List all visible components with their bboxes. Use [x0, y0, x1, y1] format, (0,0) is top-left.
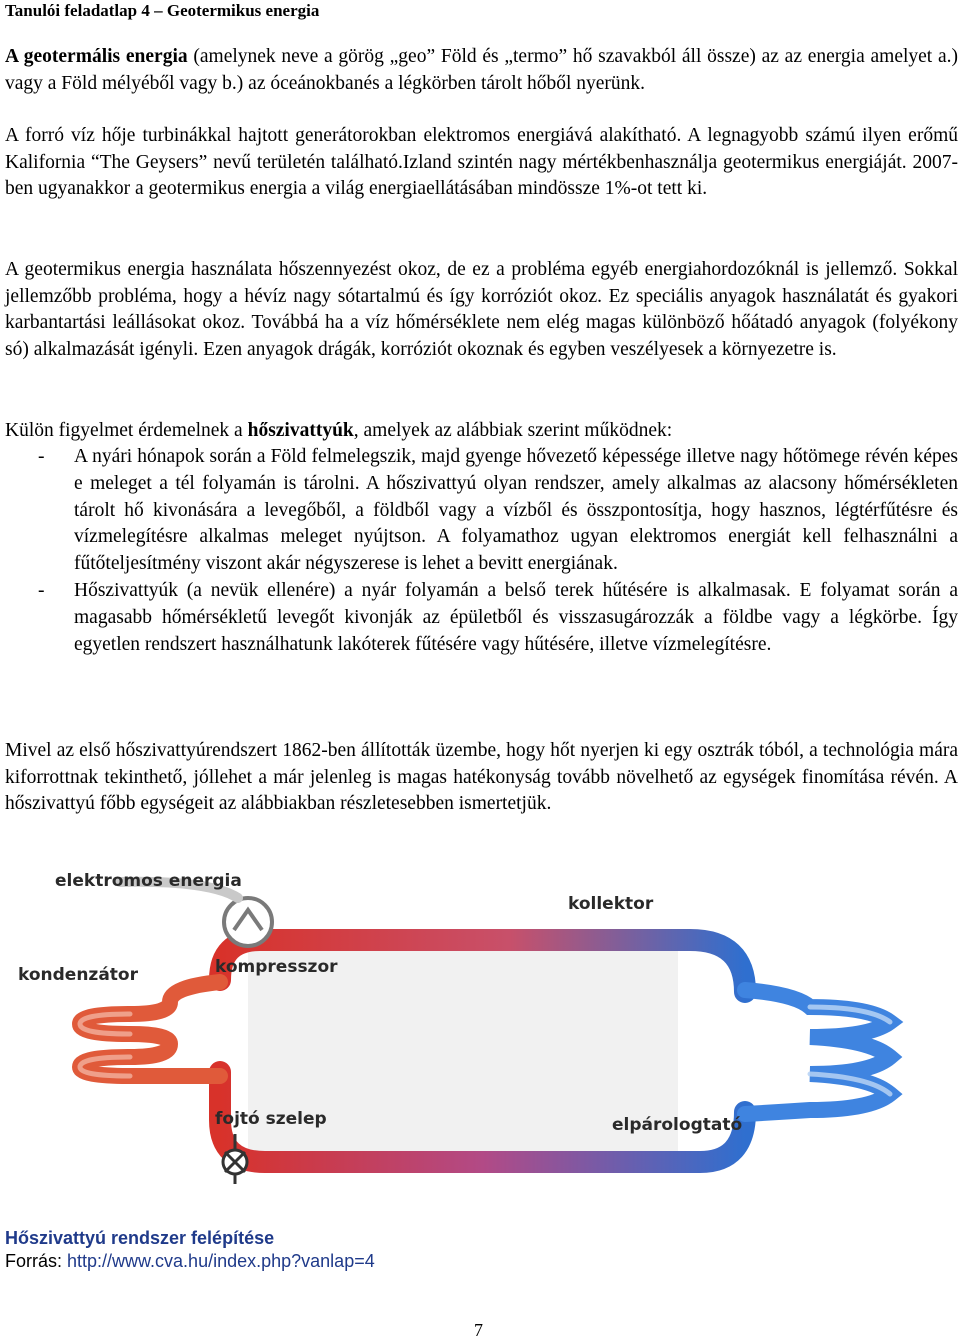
caption-title: Hőszivattyú rendszer felépítése	[5, 1228, 275, 1248]
heatpumps-bold-term: hőszivattyúk	[247, 420, 354, 441]
intro-bold-term: A geotermális energia	[5, 46, 188, 67]
source-link[interactable]: http://www.cva.hu/index.php?vanlap=4	[67, 1251, 375, 1271]
bullet-dash: -	[38, 446, 45, 467]
heatpumps-intro-after: , amelyek az alábbiak szerint működnek:	[353, 420, 673, 441]
paragraph-electricity: A forró víz hője turbinákkal hajtott generátorokban elektromos energiává alakítható. A legnagyobb számú ilyen erőmű Kalifornia “The Geysers” nevű területén található.Izland szintén nagy mértékbenhasználja geotermikus energiáját. 2007-ben ugyanakkor a geotermikus energia a világ energiaellátásában mindössze 1%-ot tett ki.	[5, 125, 958, 199]
bullet-text: A nyári hónapok során a Föld felmelegszik, majd gyenge hővezető képessége illetve nagy hőtömege révén képes e meleget a tél folyamán is tárolni. A hőszivattyú olyan rendszer, amely alkalmas az alacsony hőmérsékleten tárolt hő kivonására a levegőből, a földből vagy a vízből és összpontosítja, hogy hasznos, légtérfűtésre és vízmelegítésre alkalmas meleget nyújtson. A folyamathoz ugyan elektromos energiát kell felhasználni a fűtőteljesítmény viszont akár négyszerese is lehet a bevitt energiának.	[74, 446, 958, 575]
label-electric-energy: elektromos energia	[55, 871, 242, 891]
bullet-item	[5, 578, 958, 658]
paragraph-pollution: A geotermikus energia használata hőszennyezést okoz, de ez a probléma egyéb energiahordozóknál is jellemző. Sokkal jellemzőbb probléma, hogy a hévíz nagy sótartalmú és így korróziót okoz. Ez speciális anyagok használatát és gyakori karbantartási leállásokat okoz. Továbbá ha a víz hőmérséklete nem elég magas különböző hőátadó anyagok (folyékony só) alkalmazását igényli. Ezen anyagok drágák, korróziót okoznak és egyben veszélyesek a környezetre is.	[5, 259, 958, 360]
bullet-item	[5, 444, 958, 578]
bullet-text: Hőszivattyúk (a nevük ellenére) a nyár folyamán a belső terek hűtésére is alkalmasak. E folyamat során a magasabb hőmérsékletű levegőt kivonják az épületből és visszasugározzák a földbe vagy a légkörbe. Így egyetlen rendszert használhatunk lakóterek fűtésére vagy hűtésére, illetve vízmelegítésre.	[74, 579, 958, 655]
label-evaporator: elpárologtató	[612, 1115, 743, 1135]
label-collector: kollektor	[568, 894, 654, 914]
label-condenser: kondenzátor	[18, 965, 138, 985]
page-header: Tanulói feladatlap 4 – Geotermikus energia	[5, 1, 320, 20]
source-label: Forrás:	[5, 1251, 68, 1271]
label-compressor: kompresszor	[215, 957, 338, 977]
paragraph-heatpumps-intro	[5, 418, 958, 445]
heat-pump-diagram	[10, 862, 958, 1207]
figure-caption	[5, 1227, 375, 1273]
heatpump-bullet-list	[5, 444, 958, 658]
bullet-dash: -	[38, 579, 45, 601]
label-expansion-valve: fojtó szelep	[215, 1109, 327, 1129]
intro-text: (amelynek neve a görög „geo” Föld és „termo” hő szavakból áll össze) az az energia amelyet a.) vagy a Föld mélyéből vagy b.) az óceánokbanés a légkörben tárolt hőből nyerünk.	[5, 46, 958, 94]
condenser-coil	[80, 982, 220, 1076]
page-number: 7	[474, 1320, 483, 1340]
paragraph-history: Mivel az első hőszivattyúrendszert 1862-ben állították üzembe, hogy hőt nyerjen ki egy osztrák tóból, a technológia mára kiforrottnak tekinthető, jóllehet a már jelenleg is magas hatékonyság tovább növelhető az egységek finomítása révén. A hőszivattyú főbb egységeit az alábbiakban részletesebben ismertetjük.	[5, 740, 958, 814]
compressor-symbol	[224, 898, 272, 946]
caption-source	[5, 1250, 375, 1273]
heatpumps-intro-before: Külön figyelmet érdemelnek a	[5, 420, 248, 441]
intro-paragraph	[5, 44, 958, 97]
